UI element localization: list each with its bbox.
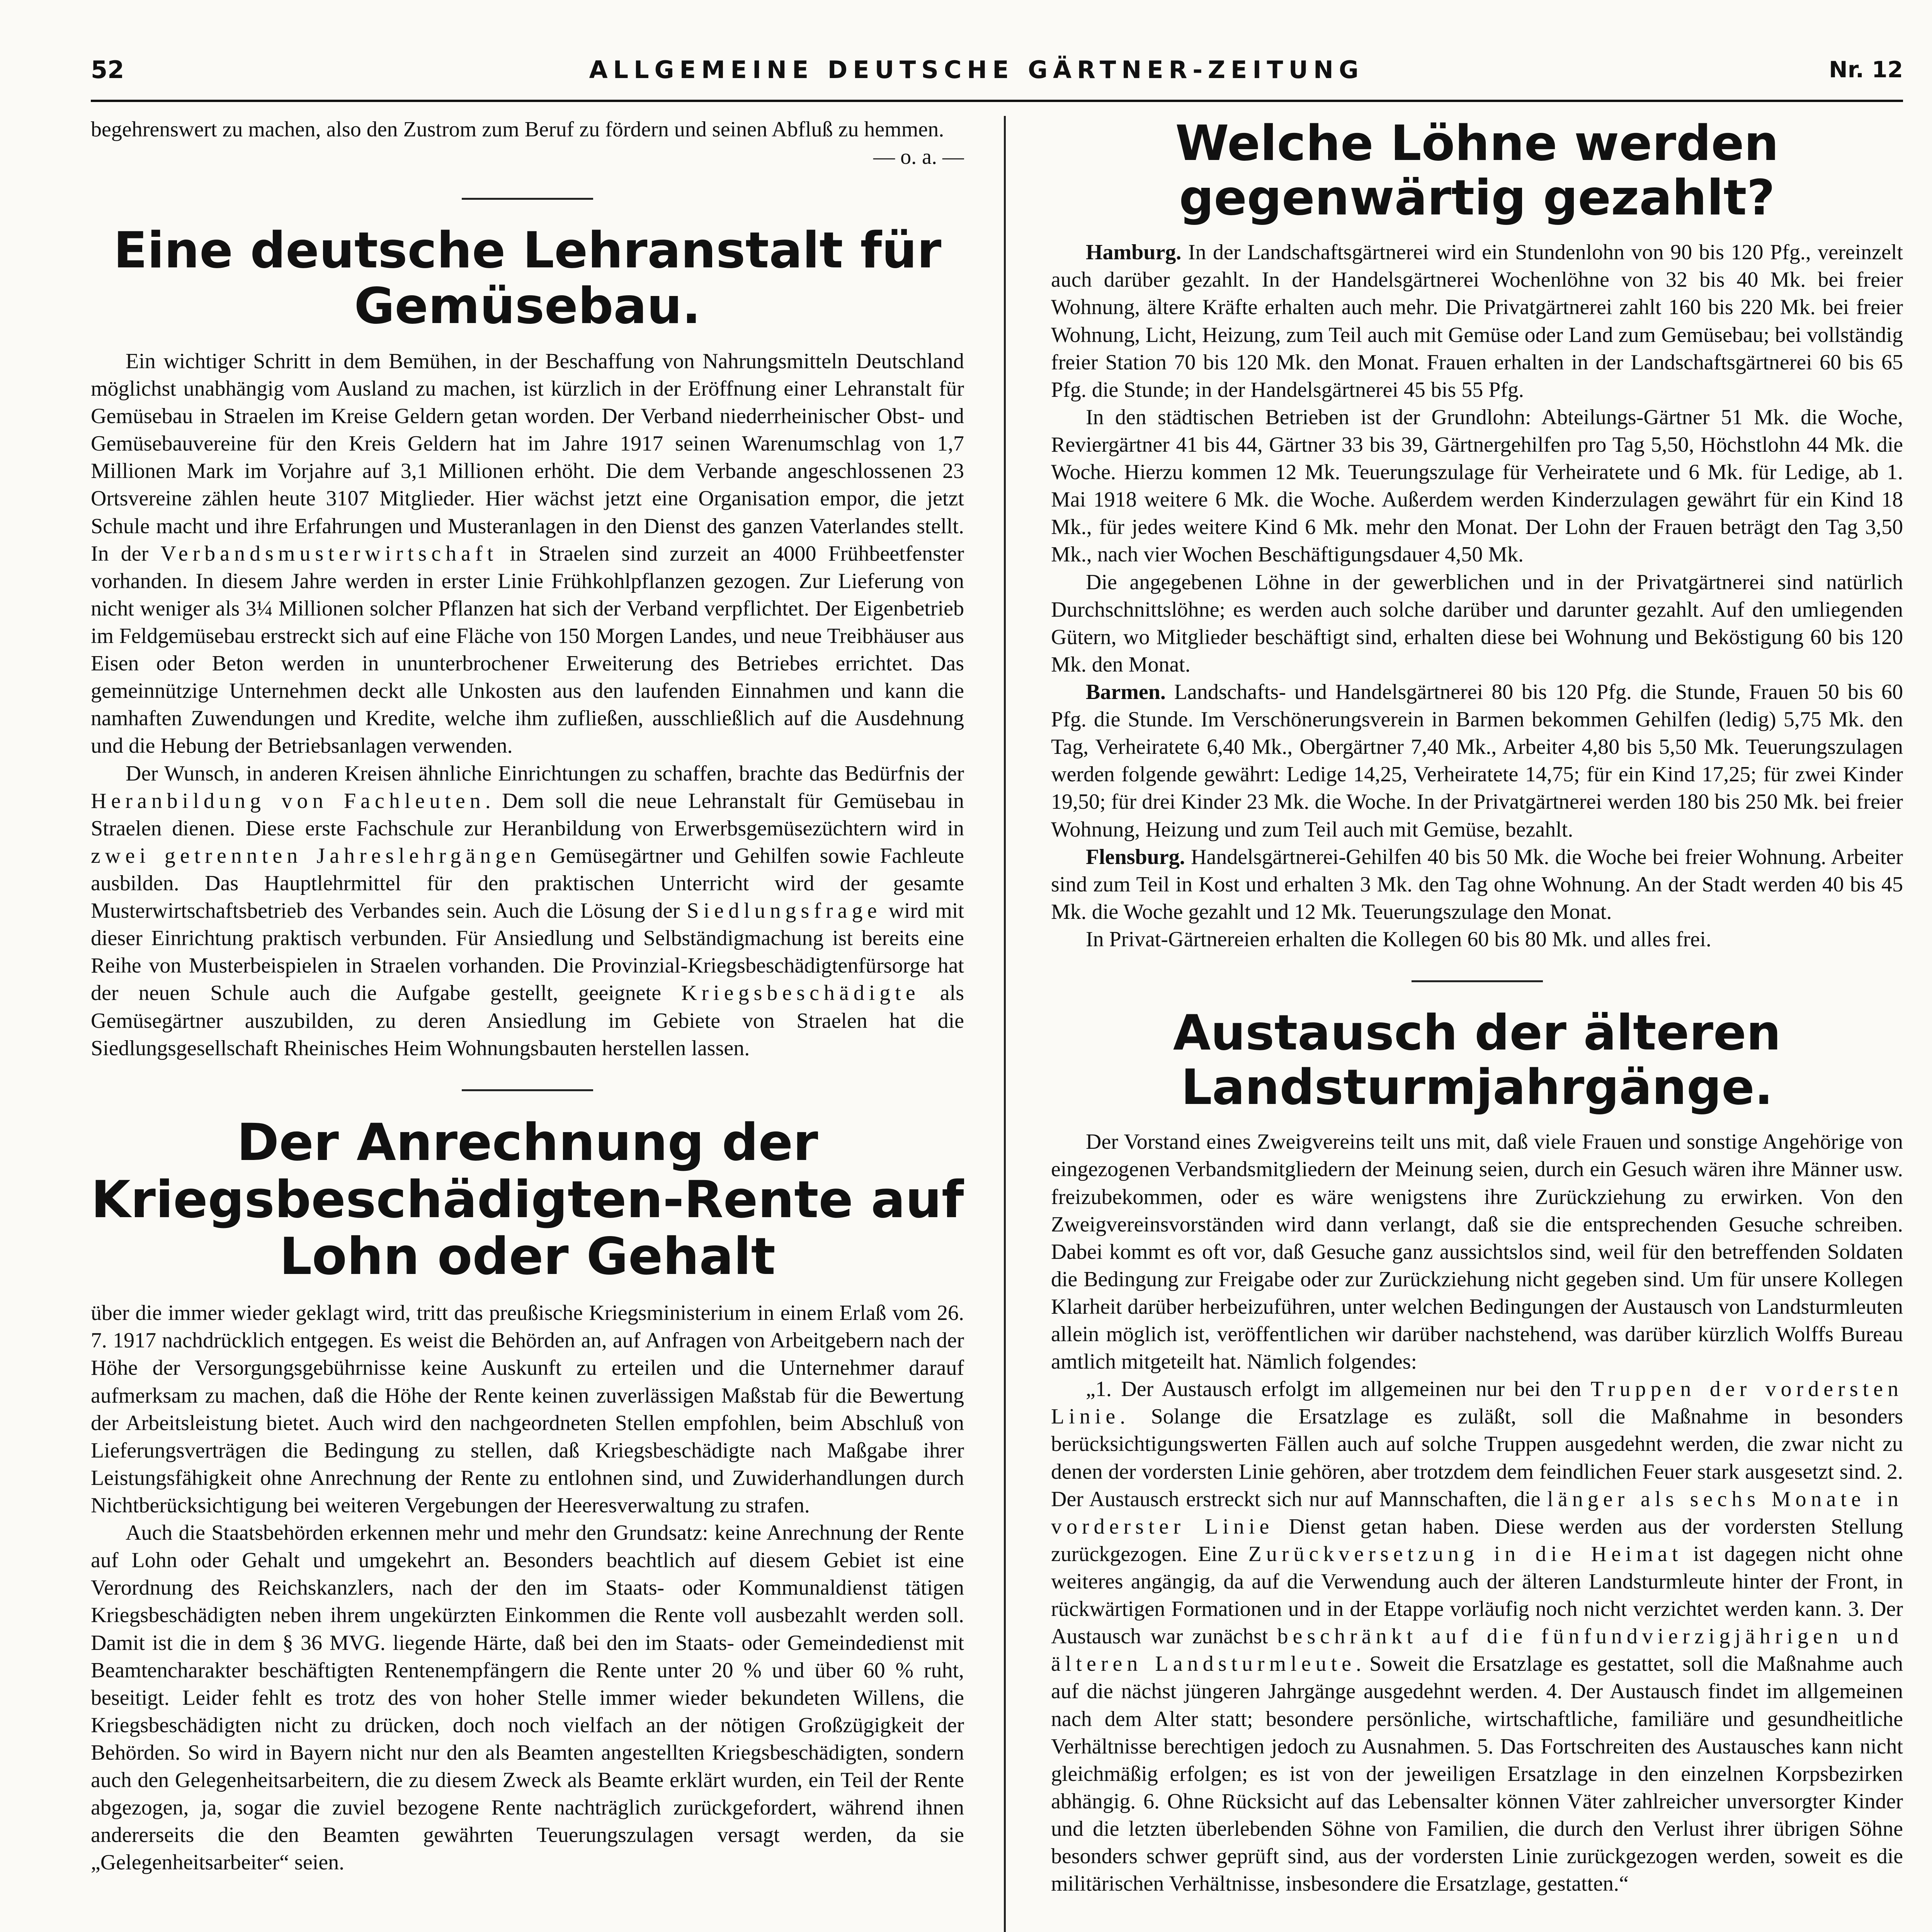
paragraph-text: ist dagegen nicht ohne weiteres angängig, da auf die Verwendung auch der älteren Landsturmleute hinter der Front, in rückwärtigen Formationen und in der Etappe vorläufig noch nicht verzichtet werden kann. 3. Der Austausch war zunächst (1051, 1542, 1903, 1649)
paragraph-text: Ein wichtiger Schritt in dem Bemühen, in der Beschaffung von Nahrungsmitteln Deutschland möglichst unabhängig vom Ausland zu machen, ist kürzlich in der Eröffnung einer Lehranstalt für Gemüsebau in Straelen im Kreise Geldern getan worden. Der Verband niederrheinischer Obst- und Gemüsebauvereine für den Kreis Geldern hat im Jahre 1917 seinen Warenumschlag von 1,7 Millionen Mark im Vorjahre auf 3,1 Millionen erhöht. Die dem Verbande angeschlossenen 23 Ortsvereine zählen heute 3107 Mitglieder. Hier wächst jetzt eine Organisation empor, die jetzt Schule macht und ihre Erfahrungen und Musteranlagen in den Dienst des ganzen Vaterlandes stellt. In der (91, 349, 964, 566)
article-title-lehranstalt: Eine deutsche Lehranstalt für Gemüsebau. (113, 222, 942, 335)
article-title-loehne: Welche Löhne werden gegenwärtig gezahlt? (1175, 116, 1779, 226)
spaced-emphasis: Siedlungsfrage (687, 899, 882, 923)
article-paragraph: Die angegebenen Löhne in der gewerblichen und in der Privatgärtnerei sind natürlich Durchschnittslöhne; es werden auch solche darüber und darunter gezahlt. Auf den umliegenden Gütern, wo Mitglieder beschäftigt sind, erhalten diese bei Wohnung und Beköstigung 60 bis 120 Mk. den Monat. (1051, 570, 1903, 677)
article-paragraph (1051, 239, 1903, 404)
spaced-emphasis: Truppen der vordersten Linie (1051, 1377, 1903, 1429)
paragraph-text: wird mit dieser Einrichtung praktisch verbunden. Für Ansiedlung und Selbständigmachung ist bereits eine Reihe von Musterbeispielen in Straelen vorhanden. Die Provinzial-Kriegsbeschädigtenfürsorge hat der neuen Schule auch die Aufgabe gestellt, geeignete (91, 899, 964, 1005)
paragraph-text: als Gemüsegärtner auszubilden, zu deren Ansiedlung im Gebiete von Straelen hat die Siedlungsgesellschaft Rheinisches Heim Wohnungsbauten herstellen lassen. (91, 981, 964, 1060)
spaced-emphasis: länger als sechs Monate in vorderster Linie (1051, 1487, 1903, 1539)
place-name: Hamburg. (1086, 240, 1182, 265)
section-divider (462, 1089, 593, 1091)
article-paragraph: In den städtischen Betrieben ist der Grundlohn: Abteilungs-Gärtner 51 Mk. die Woche, Reviergärtner 41 bis 44, Gärtner 33 bis 39, Gärtnergehilfen pro Tag 5,50, Höchstlohn 44 Mk. die Woche. Hierzu kommen 12 Mk. Teuerungszulage für Verheiratete und 6 Mk. für Ledige, ab 1. Mai 1918 weitere 6 Mk. die Woche. Außerdem werden Kinderzulagen gewährt für ein Kind 18 Mk., für jedes weitere Kind 6 Mk. mehr den Monat. Der Lohn der Frauen beträgt den Tag 3,50 Mk., nach vier Wochen Beschäftigungsdauer 4,50 Mk. (1051, 405, 1903, 567)
spaced-emphasis: zwei getrennten Jahreslehrgängen (91, 844, 541, 868)
paragraph-text: In der Landschaftsgärtnerei wird ein Stundenlohn von 90 bis 120 Pfg., vereinzelt auch darüber gezahlt. In der Handelsgärtnerei Wochenlöhne von 32 bis 40 Mk. bei freier Wohnung, ältere Kräfte erhalten auch mehr. Die Privatgärtnerei zahlt 160 bis 220 Mk. bei freier Wohnung, Licht, Heizung, zum Teil auch mit Gemüse oder Land zum Gemüsebau; bei vollständig freier Station 70 bis 120 Mk. den Monat. Frauen erhalten in der Landschaftsgärtnerei 60 bis 65 Pfg. die Stunde; in der Handelsgärtnerei 45 bis 55 Pfg. (1051, 240, 1903, 402)
place-name: Flensburg. (1086, 845, 1185, 869)
article-paragraph (91, 348, 964, 760)
paragraph-text: . Soweit die Ersatzlage es gestattet, soll die Maßnahme auch auf die nächst jüngeren Jahrgänge ausgedehnt werden. 4. Der Austausch findet im allgemeinen nach dem Alter statt; besondere persönliche, wirtschaftliche, familiäre und gesundheitliche Verhältnisse berechtigen jedoch zu Ausnahmen. 5. Das Fortschreiten des Austausches kann nicht gleichmäßig erfolgen; es ist von der jeweiligen Ersatzlage in den einzelnen Korpsbezirken abhängig. 6. Ohne Rücksicht auf das Lebensalter können Väter zahlreicher unversorgter Kinder und die letzten überlebenden Söhne von Familien, die durch den Verlust ihrer übrigen Söhne besonders schwer geprüft sind, aus der vordersten Linie zurückgezogen werden, soweit es die militärischen Verhältnisse, insbesondere die Ersatzlage, gestatten.“ (1051, 1652, 1903, 1896)
spaced-emphasis: Heranbildung von Fachleuten (91, 789, 485, 813)
paragraph-text: Landschafts- und Handelsgärtnerei 80 bis 120 Pfg. die Stunde, Frauen 50 bis 60 Pfg. die Stunde. Im Verschönerungsverein in Barmen bekommen Gehilfen (ledig) 5,75 Mk. den Tag, Verheiratete 6,40 Mk., Obergärtner 7,40 Mk., Arbeiter 4,80 bis 5,50 Mk. Teuerungszulagen werden folgende gewährt: Ledige 14,25, Verheiratete 14,75; für ein Kind 17,25; für zwei Kinder 19,50; für drei Kinder 23 Mk. die Woche. In der Privatgärtnerei werden 180 bis 250 Mk. bei freier Wohnung, Heizung und zum Teil auch mit Gemüse, bezahlt. (1051, 680, 1903, 842)
paragraph-text: . Solange die Ersatzlage es zuläßt, soll die Maßnahme in besonders berücksichtigungswerten Fällen auch auf solche Truppen ausgedehnt werden, die zwar nicht zu denen der vordersten Linie gehören, aber trotzdem dem feindlichen Feuer stark ausgesetzt sind. 2. Der Austausch erstreckt sich nur auf Mannschaften, die (1051, 1405, 1903, 1511)
page-header (91, 46, 1903, 93)
spaced-emphasis: beschränkt auf die fünfundvierzigjährigen und älteren Landsturmleute (1051, 1624, 1903, 1676)
header-rule (91, 100, 1903, 102)
section-divider (462, 198, 593, 200)
article-paragraph: über die immer wieder geklagt wird, tritt das preußische Kriegsministerium in einem Erlaß vom 26. 7. 1917 nachdrücklich entgegen. Es weist die Behörden an, auf Anfragen von Arbeitgebern nach der Höhe der Versorgungsgebührnisse keine Auskunft zu erteilen und die Unternehmer darauf aufmerksam zu machen, daß die Höhe der Rente keinen zuverlässigen Maßstab für die Bewertung der Arbeitsleistung bietet. Auch wird den nachgeordneten Stellen empfohlen, beim Abschluß von Lieferungsverträgen die Bedingung zu stellen, daß Kriegsbeschädigte nach Maßgabe ihrer Leistungsfähigkeit ohne Anrechnung der Rente zu entlohnen sind, und Zuwiderhandlungen durch Nichtberücksichtigung bei weiteren Vergebungen der Heeresverwaltung zu strafen. (91, 1301, 964, 1518)
column-rule (1004, 116, 1006, 1932)
intro-signature: — o. a. — (873, 145, 964, 169)
article-title-rente: Der Anrechnung der Kriegsbeschädigten-Rente auf Lohn oder Gehalt (91, 1112, 964, 1287)
article-paragraph: Auch die Staatsbehörden erkennen mehr und mehr den Grundsatz: keine Anrechnung der Rente auf Lohn oder Gehalt und umgekehrt an. Besonders beachtlich auf diesem Gebiet ist eine Verordnung des Reichskanzlers, nach der den im Staats- oder Kommunaldienst tätigen Kriegsbeschädigten neben ihrem ungekürzten Einkommen die Rente voll ausbezahlt werden soll. Damit ist die in dem § 36 MVG. liegende Härte, daß bei den im Staats- oder Gemeindedienst mit Beamtencharakter beschäftigten Rentenempfängern die Rente unter 20 % und über 60 % ruht, beseitigt. Leider fehlt es trotz des von hoher Stelle immer wieder bekundeten Willens, die Kriegsbeschädigten nicht zu drücken, doch noch vielfach an der nötigen Großzügigkeit der Behörden. So wird in Bayern nicht nur den als Beamten angestellten Kriegsbeschädigten, sondern auch den Gelegenheitsarbeitern, die zu diesem Zweck als Beamte erklärt wurden, ein Teil der Rente abgezogen, ja, sogar die zuviel bezogene Rente nachträglich zurückgefordert, während ihnen andererseits die den Beamten gewährten Teuerungszulagen versagt werden, da sie „Gelegenheitsarbeiter“ seien. (91, 1521, 964, 1875)
spaced-emphasis: Zurückversetzung in die Heimat (1248, 1542, 1683, 1566)
section-divider (1412, 980, 1543, 982)
paragraph-text: in Straelen sind zurzeit an 4000 Frühbeetfenster vorhanden. In diesem Jahre werden in erster Linie Frühkohlpflanzen gezogen. Zur Lieferung von nicht weniger als 3¼ Millionen solcher Pflanzen hat sich der Verband verpflichtet. Der Eigenbetrieb im Feldgemüsebau erstreckt sich auf eine Fläche von 150 Morgen Landes, und neue Treibhäuser aus Eisen oder Beton werden in ununterbrochener Erweiterung des Betriebes errichtet. Das gemeinnützige Unternehmen deckt alle Unkosten aus den laufenden Einnahmen und kann die namhaften Zuwendungen und Kredite, welche ihm zufließen, ausschließlich auf die Ausdehnung und die Hebung der Betriebsanlagen verwenden. (91, 541, 964, 758)
intro-text: begehrenswert zu machen, also den Zustrom zum Beruf zu fördern und seinen Abfluß zu hemmen. (91, 117, 944, 141)
paragraph-text: . Dem soll die neue Lehranstalt für Gemüsebau in Straelen dienen. Diese erste Fachschule zur Heranbildung von Erwerbsgemüsezüchtern wird in (91, 789, 964, 840)
article-paragraph (1051, 844, 1903, 926)
paragraph-text: Gemüsegärtner und Gehilfen sowie Fachleute ausbilden. Das Hauptlehrmittel für den praktischen Unterricht wird der gesamte Musterwirtschaftsbetrieb des Verbandes sein. Auch die Lösung der (91, 844, 964, 923)
paragraph-text: Handelsgärtnerei-Gehilfen 40 bis 50 Mk. die Woche bei freier Wohnung. Arbeiter sind zum Teil in Kost und erhalten 3 Mk. den Tag ohne Wohnung. An der Stadt werden 40 bis 45 Mk. die Woche gezahlt und 12 Mk. Teuerungszulage den Monat. (1051, 845, 1903, 924)
paragraph-text: „1. Der Austausch erfolgt im allgemeinen nur bei den (1086, 1377, 1582, 1401)
article-paragraph: Der Vorstand eines Zweigvereins teilt uns mit, daß viele Frauen und sonstige Angehörige von eingezogenen Verbandsmitgliedern der Meinung seien, durch ein Gesuch wären ihre Männer usw. freizubekommen, oder es wäre wenigstens ihre Zurückziehung zu erwirken. Von den Zweigvereinsvorständen wird dann verlangt, daß sie die entsprechenden Gesuche schreiben. Dabei kommt es oft vor, daß Gesuche ganz aussichtslos sind, weil für den betreffenden Soldaten die Bedingung zur Freigabe oder zur Zurückziehung nicht gegeben sind. Um für unsere Kollegen Klarheit darüber herbeizuführen, unter welchen Bedingungen der Austausch von Landsturmleuten allein möglich ist, veröffentlichen wir darüber nachstehend, was darüber kürzlich Wolffs Bureau amtlich mitgeteilt hat. Nämlich folgendes: (1051, 1130, 1903, 1374)
article-paragraph (91, 760, 964, 1062)
paragraph-text: Der Wunsch, in anderen Kreisen ähnliche Einrichtungen zu schaffen, brachte das Bedürfnis der (126, 761, 964, 786)
spaced-emphasis: Verbandsmusterwirtschaft (160, 541, 498, 566)
right-column (1051, 116, 1903, 1932)
issue-number: Nr. 12 (1829, 56, 1903, 83)
left-column (91, 116, 964, 1932)
article-paragraph (1051, 1376, 1903, 1898)
article-paragraph: In Privat-Gärtnereien erhalten die Kollegen 60 bis 80 Mk. und alles frei. (1086, 927, 1711, 951)
paragraph-text: Dienst getan haben. Diese werden aus der vordersten Stellung zurückgezogen. Eine (1051, 1514, 1903, 1566)
article-title-landsturm: Austausch der älteren Landsturmjahrgänge. (1173, 1004, 1781, 1116)
page-number: 52 (91, 55, 124, 84)
publication-title: ALLGEMEINE DEUTSCHE GÄRTNER-ZEITUNG (589, 55, 1364, 84)
article-paragraph (1051, 679, 1903, 844)
place-name: Barmen. (1086, 680, 1166, 704)
spaced-emphasis: Kriegsbeschädigte (681, 981, 920, 1005)
